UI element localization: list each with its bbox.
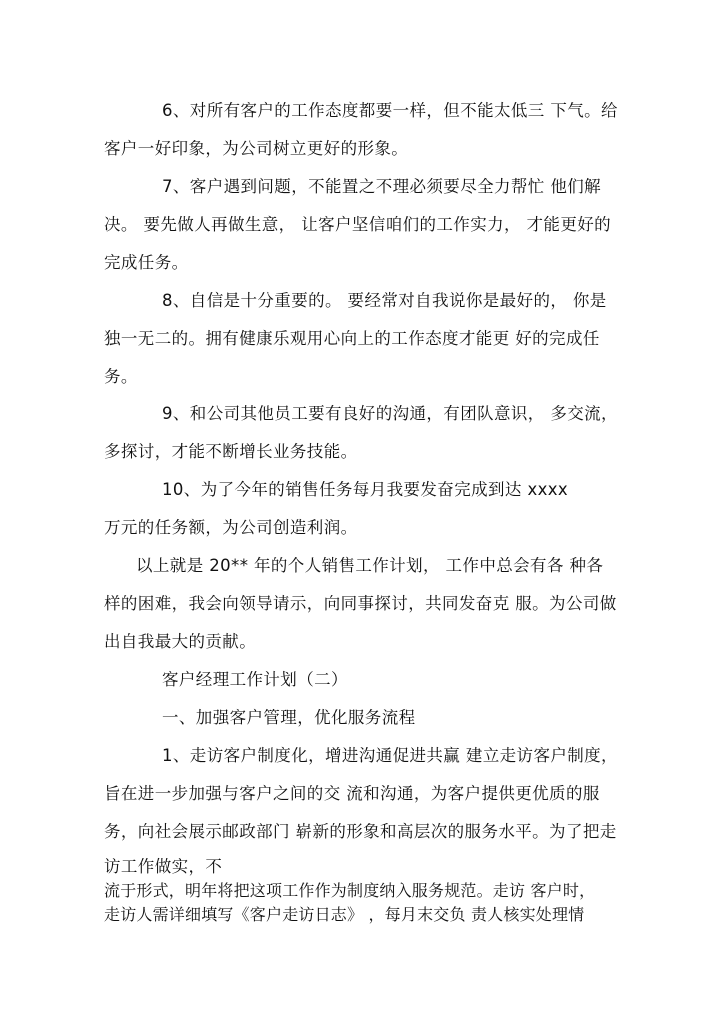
paragraph-line: 多探讨，才能不断增长业务技能。 (104, 442, 358, 461)
paragraph-line: 8、自信是十分重要的。 要经常对自我说你是最好的， 你是 (162, 291, 607, 310)
paragraph-line: 决。 要先做人再做生意， 让客户坚信咱们的工作实力， 才能更好的 (104, 215, 612, 234)
paragraph-line: 10、为了今年的销售任务每月我要发奋完成到达 xxxx (162, 480, 569, 499)
paragraph-line: 以上就是 20** 年的个人销售工作计划， 工作中总会有各 种各 (136, 556, 604, 575)
paragraph-line: 出自我最大的贡献。 (104, 632, 257, 651)
paragraph-line: 样的困难，我会向领导请示，向同事探讨，共同发奋克 服。为公司做 (104, 594, 617, 613)
paragraph-line: 7、客户遇到问题，不能置之不理必须要尽全力帮忙 他们解 (162, 177, 602, 196)
section-title: 客户经理工作计划（二） (162, 670, 348, 689)
paragraph-line: 万元的任务额，为公司创造利润。 (104, 518, 358, 537)
paragraph-line: 务。 (104, 367, 138, 386)
paragraph-line: 9、和公司其他员工要有良好的沟通，有团队意识， 多交流， (162, 404, 618, 423)
paragraph-line: 流于形式，明年将把这项工作作为制度纳入服务规范。走访 客户时， (104, 881, 596, 900)
paragraph-line: 务，向社会展示邮政部门 崭新的形象和高层次的服务水平。为了把走 (104, 822, 617, 841)
paragraph-line: 访工作做实，不 (104, 857, 223, 876)
paragraph-line: 6、对所有客户的工作态度都要一样，但不能太低三 下气。给 (162, 101, 618, 120)
paragraph-line: 旨在进一步加强与客户之间的交 流和沟通，为客户提供更优质的服 (104, 784, 600, 803)
section-heading: 一、加强客户管理，优化服务流程 (162, 708, 416, 727)
paragraph-line: 客户一好印象，为公司树立更好的形象。 (104, 139, 409, 158)
paragraph-line: 走访人需详细填写《客户走访日志》 ，每月末交负 责人核实处理情 (104, 905, 585, 924)
paragraph-line: 1、走访客户制度化，增进沟通促进共赢 建立走访客户制度， (162, 746, 618, 765)
paragraph-line: 独一无二的。拥有健康乐观用心向上的工作态度才能更 好的完成任 (104, 329, 600, 348)
paragraph-line: 完成任务。 (104, 253, 189, 272)
